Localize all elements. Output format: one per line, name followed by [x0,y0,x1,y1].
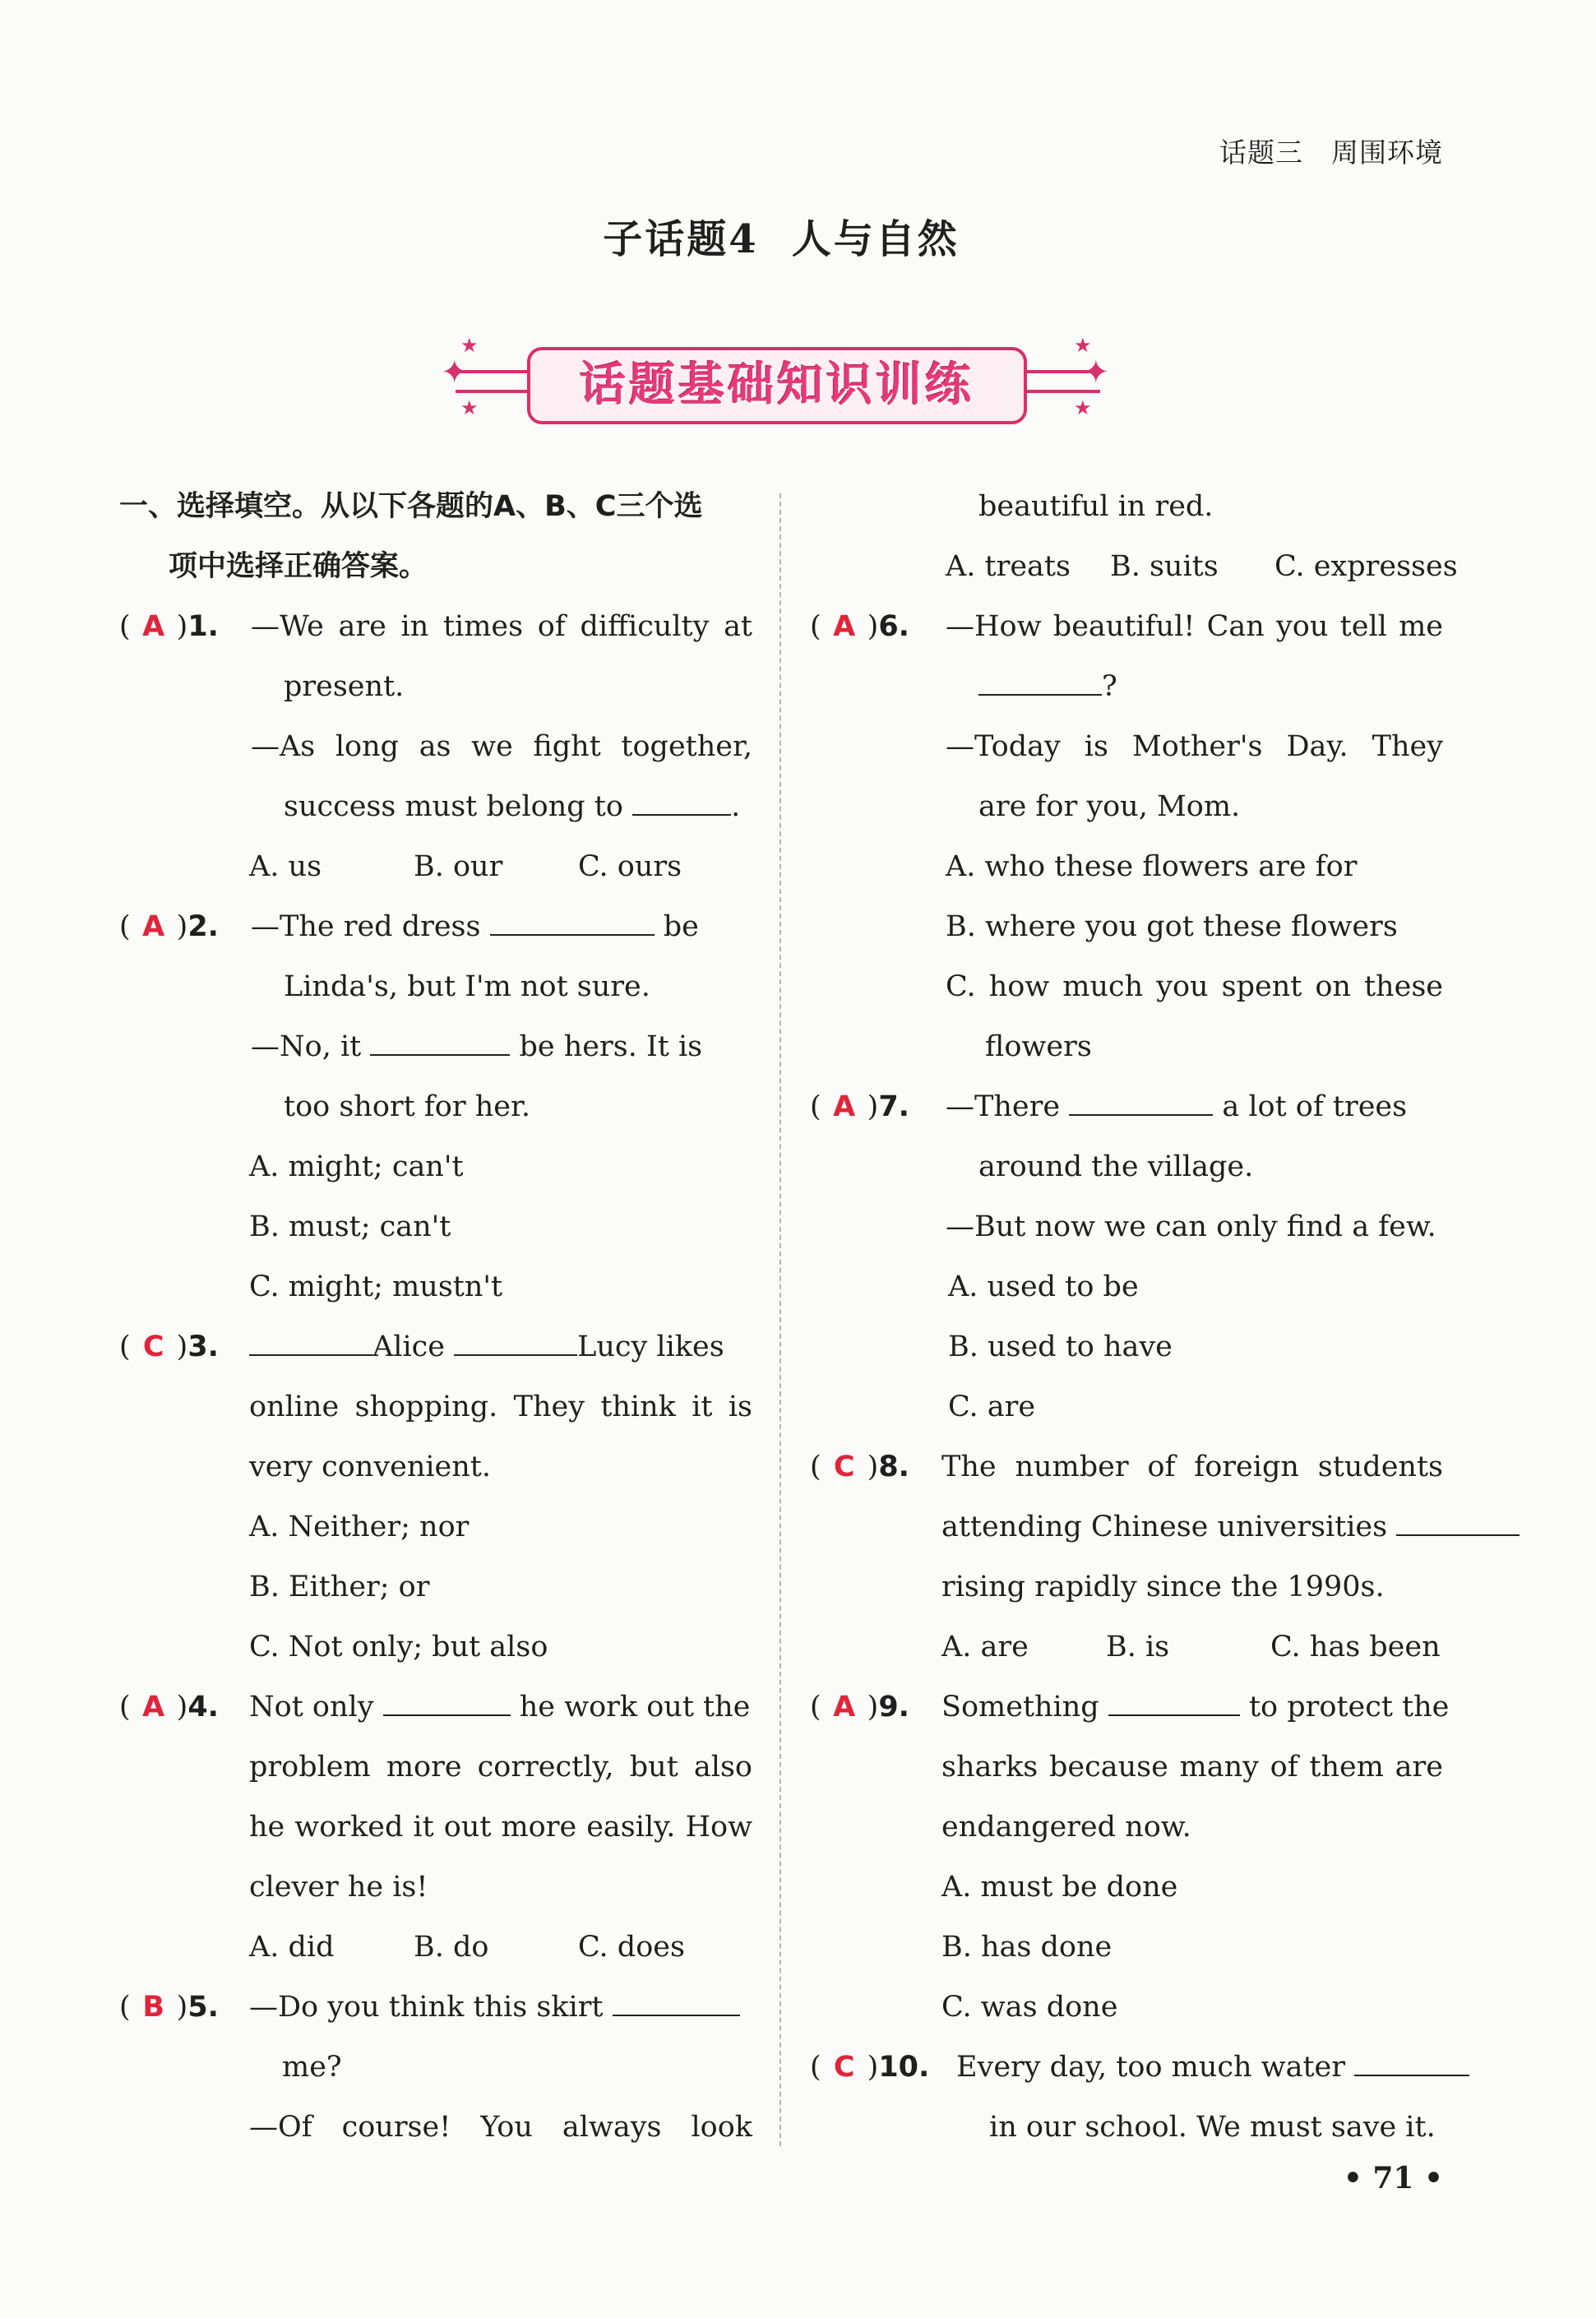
option-a[interactable]: A. are [941,1631,1029,1663]
question-10 [810,2038,1443,2158]
answer-blank[interactable] [490,909,655,936]
q5-line2: me? [282,2051,342,2084]
option-c[interactable]: C. has been [1270,1631,1441,1663]
question-5-continued [810,477,1458,597]
answer-bracket: ( B )5. [119,1978,251,2038]
section-heading-line2: 项中选择正确答案。 [169,550,428,583]
section-heading [119,477,752,597]
q2-line3-text: —No, it [251,1030,362,1063]
q3-line1-end: Lucy likes [577,1330,724,1363]
q8-line3: rising rapidly since the 1990s. [941,1571,1385,1603]
question-number: 8. [878,1450,909,1483]
q7-line2: around the village. [978,1150,1254,1183]
option-b[interactable]: B. do [414,1931,489,1964]
q7-line1-text: —There [946,1090,1061,1123]
q6-option-b[interactable]: B. where you got these flowers [946,910,1398,943]
answer-blank[interactable] [1396,1510,1520,1536]
q4-line1-text: Not only [249,1691,374,1723]
answer-blank[interactable] [613,1990,740,2016]
section-banner [441,334,1123,429]
option-a[interactable]: A. treats [946,550,1071,583]
q9-option-b[interactable]: B. has done [941,1931,1113,1964]
q8-options [941,1617,1443,1677]
question-8 [810,1437,1443,1677]
option-c[interactable]: C. does [578,1931,685,1964]
question-number: 7. [878,1090,909,1123]
answer-bracket: ( C )3. [119,1317,251,1377]
answer-letter: A [142,1691,165,1723]
q9-option-a[interactable]: A. must be done [941,1871,1178,1904]
answer-letter: C [833,1450,855,1483]
q2-option-b[interactable]: B. must; can't [249,1210,451,1243]
answer-blank[interactable] [383,1690,511,1716]
answer-blank[interactable] [1069,1090,1213,1116]
answer-blank[interactable] [632,789,731,816]
answer-bracket: ( A )1. [119,597,251,657]
option-b[interactable]: B. suits [1110,550,1219,583]
q9-line2: sharks because many of them are [941,1751,1443,1784]
q6-line1: —How beautiful! Can you tell me [946,610,1443,643]
q8-line1: The number of foreign students [941,1450,1443,1483]
q7-option-b[interactable]: B. used to have [948,1330,1173,1363]
star-icon: ✦ [1082,354,1110,391]
star-icon: ★ [460,396,479,419]
answer-blank[interactable] [978,669,1102,696]
option-c[interactable]: C. ours [578,850,682,883]
answer-blank[interactable] [454,1330,577,1356]
question-3 [119,1317,752,1677]
q7-option-a[interactable]: A. used to be [948,1270,1139,1303]
question-2 [119,897,752,1317]
question-number: 9. [878,1691,909,1723]
answer-letter: A [833,1691,856,1723]
header-topic: 话题三 [1219,136,1303,169]
q3-line2: online shopping. They think it is [249,1390,752,1423]
q4-line1 [249,1677,752,1737]
q2-line2: Linda's, but I'm not sure. [284,970,650,1003]
option-a[interactable]: A. did [249,1931,335,1964]
q2-option-c[interactable]: C. might; mustn't [249,1270,503,1303]
left-column [119,477,752,2158]
answer-bracket: ( A )4. [119,1677,251,1737]
question-number: 3. [187,1330,219,1363]
answer-letter: C [833,2051,855,2084]
star-icon: ✦ [441,354,469,391]
q7-line3: —But now we can only find a few. [946,1210,1436,1243]
answer-bracket: ( C )8. [810,1437,941,1497]
q5-line3: —Of course! You always look [249,2111,752,2144]
q2-option-a[interactable]: A. might; can't [249,1150,464,1183]
option-b[interactable]: B. is [1106,1631,1170,1663]
q2-line1-end: be [663,910,699,943]
q3-line3: very convenient. [249,1450,491,1483]
q3-option-c[interactable]: C. Not only; but also [249,1631,548,1663]
q8-line2-text: attending Chinese universities [941,1511,1388,1543]
q3-option-b[interactable]: B. Either; or [249,1571,430,1603]
q3-line1-text: Alice [372,1330,445,1363]
running-header [1219,132,1443,170]
answer-letter: A [833,610,856,643]
column-divider [779,493,781,2146]
answer-bracket: ( A )2. [119,897,251,957]
header-subtopic: 周围环境 [1331,136,1443,169]
answer-bracket: ( C )10. [810,2038,958,2098]
q2-line3-end: be hers. It is [519,1030,703,1063]
question-9 [810,1677,1450,2038]
answer-blank[interactable] [370,1029,510,1056]
q5-line4: beautiful in red. [978,490,1214,523]
answer-letter: A [833,1090,856,1123]
banner-text: 话题基础知识训练 [580,359,974,412]
option-c[interactable]: C. expresses [1274,550,1458,583]
answer-bracket: ( A )7. [810,1077,941,1137]
answer-letter: A [142,910,165,943]
title-name: 人与自然 [791,216,960,262]
q1-options [249,837,752,897]
q6-line4: are for you, Mom. [978,790,1241,823]
question-number: 4. [187,1691,219,1723]
question-5 [119,1978,752,2158]
star-icon: ★ [1074,396,1092,419]
q5-line1-text: —Do you think this skirt [249,1991,604,2024]
q7-line1-end: a lot of trees [1222,1090,1408,1123]
answer-blank[interactable] [249,1330,372,1356]
q10-line1-text: Every day, too much water [956,2051,1345,2084]
question-number: 1. [187,610,219,643]
q4-options [249,1918,752,1978]
q6-option-c-cont: flowers [985,1030,1092,1063]
q4-line1-end: he work out the [519,1691,751,1723]
answer-letter: C [142,1330,164,1363]
question-number: 2. [187,910,219,943]
title-label: 子话题4 [603,216,759,262]
question-4 [119,1677,752,1978]
q6-line2 [946,657,1443,717]
q10-line2: in our school. We must save it. [989,2111,1436,2144]
question-1 [119,597,752,897]
q1-line2: present. [284,670,405,703]
q6-option-c[interactable]: C. how much you spent on these [946,970,1443,1003]
q6-option-a[interactable]: A. who these flowers are for [946,850,1358,883]
section-heading-line1: 一、选择填空。从以下各题的A、B、C三个选 [119,490,703,523]
answer-blank[interactable] [1108,1690,1240,1716]
q2-line3 [251,1017,752,1077]
answer-bracket: ( A )6. [810,597,941,657]
star-icon: ★ [460,334,479,357]
q2-line4: too short for her. [284,1090,530,1123]
q1-line4 [251,777,752,837]
q9-line1-text: Something [941,1691,1099,1723]
answer-letter: B [142,1991,164,2024]
answer-letter: A [142,610,165,643]
q9-line3: endangered now. [941,1811,1191,1844]
q4-line4: clever he is! [249,1871,428,1904]
q9-line1 [941,1677,1450,1737]
question-number: 10. [878,2051,930,2084]
q1-line3: —As long as we fight together, [251,730,752,763]
page-title [0,207,1562,264]
q2-line1-text: —The red dress [251,910,481,943]
question-6 [810,597,1443,1077]
question-number: 5. [187,1991,219,2024]
q2-line1 [251,897,752,957]
q10-line1 [956,2038,1443,2098]
q9-option-c[interactable]: C. was done [941,1991,1118,2024]
question-7 [810,1077,1443,1437]
q9-line1-end: to protect the [1248,1691,1450,1723]
q3-line1 [249,1317,752,1377]
question-number: 6. [878,610,909,643]
page-number: • 71 • [1343,2161,1443,2195]
q6-line2-end: ? [1102,670,1117,703]
option-a[interactable]: A. us [249,850,322,883]
q4-line2: problem more correctly, but also [249,1751,752,1784]
q1-line1: —We are in times of difficulty at [251,610,752,643]
right-column [810,477,1458,2158]
q4-line3: he worked it out more easily. How [249,1811,752,1844]
q5-line1 [249,1978,752,2038]
star-icon: ★ [1074,334,1092,357]
q5-options [946,537,1458,597]
q3-option-a[interactable]: A. Neither; nor [249,1511,470,1543]
q1-line4-end: . [731,790,741,823]
answer-blank[interactable] [1354,2050,1469,2076]
q6-line3: —Today is Mother's Day. They [946,730,1443,763]
q1-line4-text: success must belong to [284,790,623,823]
q7-line1 [946,1077,1443,1137]
option-b[interactable]: B. our [414,850,503,883]
q7-option-c[interactable]: C. are [948,1390,1036,1423]
q8-line2 [941,1497,1443,1557]
answer-bracket: ( A )9. [810,1677,941,1737]
